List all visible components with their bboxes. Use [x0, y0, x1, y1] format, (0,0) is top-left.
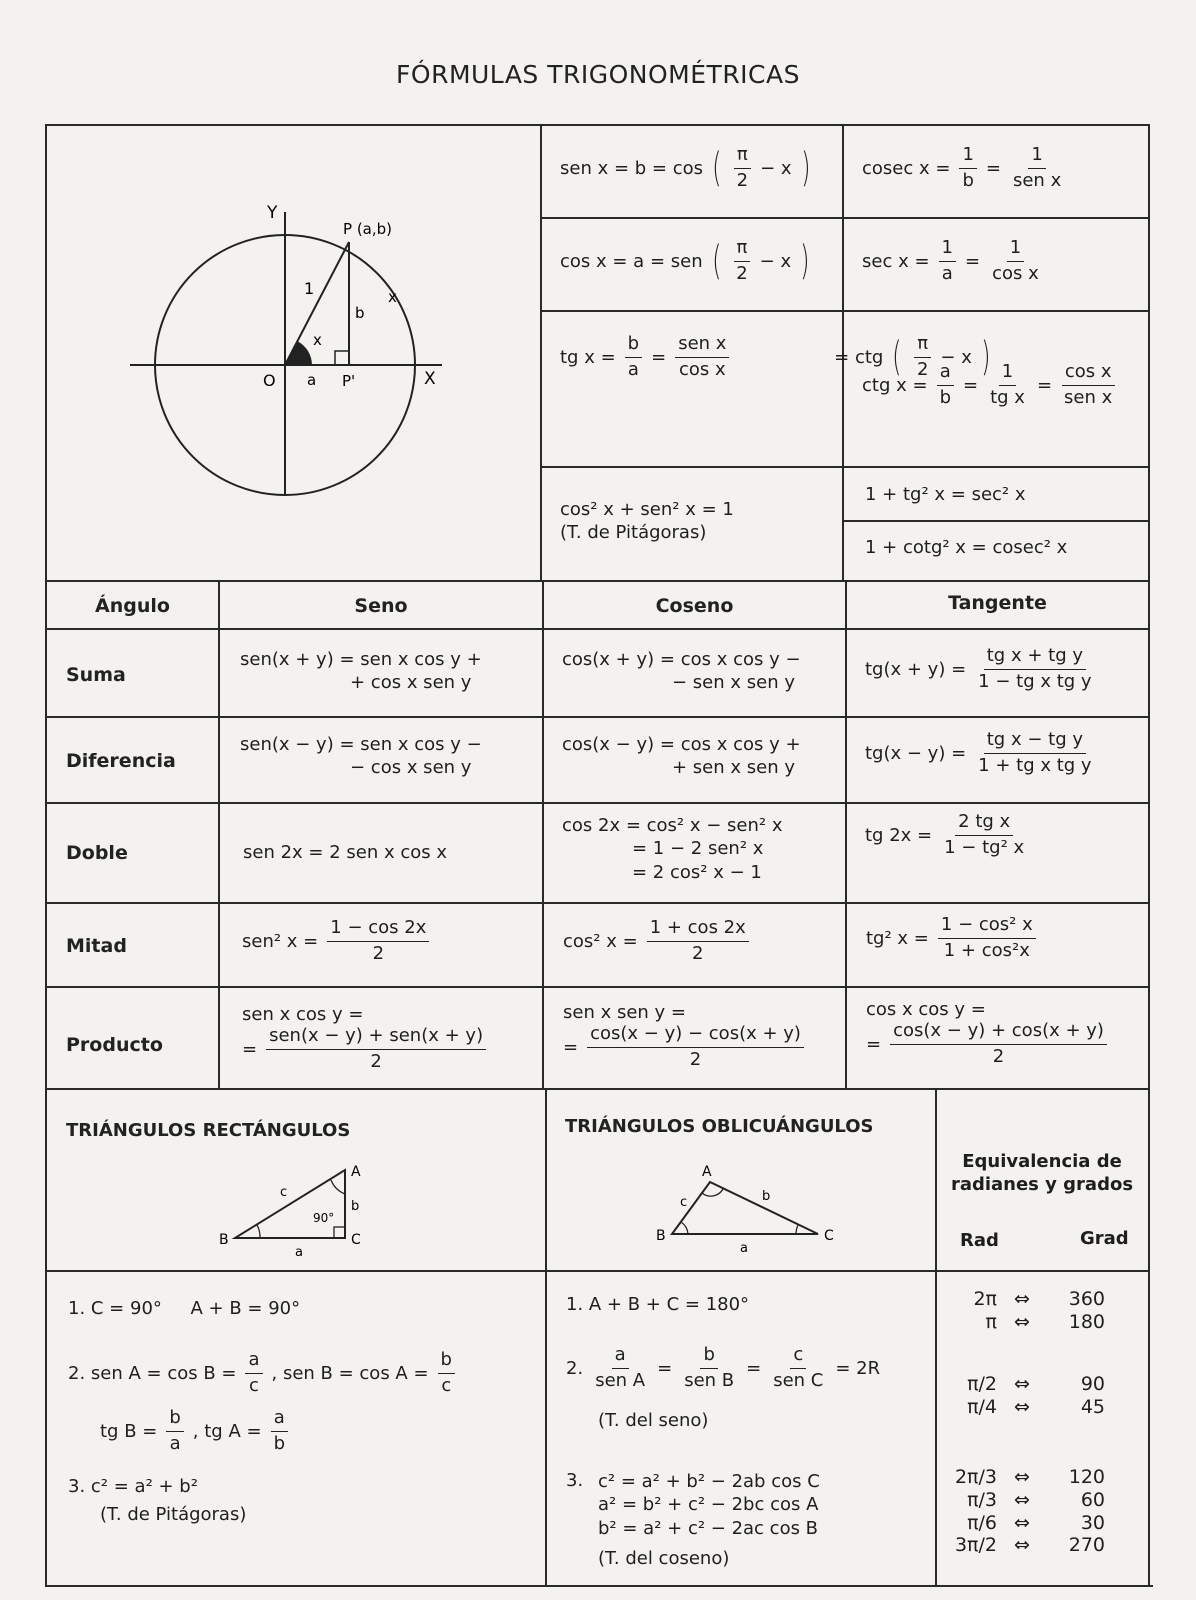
row-label-mitad: Mitad: [66, 935, 127, 957]
obl-label-a-vertex: A: [702, 1164, 712, 1180]
label-point-p: P (a,b): [343, 220, 392, 238]
formula-sen: sen x = b = cos ( $\frac{\pi}{2}$ − x ): [560, 144, 811, 192]
rect-label-c-side: c: [280, 1185, 288, 1200]
divider: [45, 802, 1149, 804]
equiv-group-2: [945, 1373, 1105, 1419]
header-seno: Seno: [354, 595, 408, 617]
divider: [542, 580, 544, 1088]
outer-border-right: [1148, 124, 1150, 1587]
equiv-group-1: [945, 1288, 1105, 1334]
obl-label-a-side: a: [740, 1241, 748, 1256]
obl-f2: 2. $\frac{a}{\text{sen A}}$ = $\frac{b}{\text{sen B}}$ = $\frac{c}{\text{sen C}}$ = 2R: [566, 1344, 881, 1391]
divider: [45, 986, 1149, 988]
mitad-coseno: cos² x = $\frac{1 + \cos 2x}{2}$: [563, 918, 752, 964]
equiv-col-rad: Rad: [960, 1230, 999, 1251]
divider: [45, 716, 1149, 718]
rect-label-right: 90°: [313, 1211, 335, 1225]
equiv-row: 3π/2 ⇔ 270: [954, 1534, 1105, 1557]
divider: [45, 902, 1149, 904]
equiv-row: 2π/3 ⇔ 120: [954, 1466, 1105, 1488]
rect-label-b-side: b: [351, 1199, 360, 1214]
divider: [545, 1088, 547, 1587]
divider: [540, 124, 542, 580]
angle-arc-a: [331, 1180, 345, 1194]
rect-label-b-vertex: B: [219, 1232, 229, 1248]
obl-title: TRIÁNGULOS OBLICUÁNGULOS: [565, 1116, 874, 1137]
suma-coseno: cos(x + y) = cos x cos y − − sen x sen y: [562, 649, 801, 694]
formula-cosec: cosec x = $\frac{1}{b}$ = $\frac{1}{\text{sen x}}$: [862, 144, 1062, 191]
page-title: FÓRMULAS TRIGONOMÉTRICAS: [396, 60, 800, 89]
formula-sec-identity: 1 + tg² x = sec² x: [865, 484, 1026, 505]
right-triangle: [235, 1170, 345, 1238]
suma-tangente: tg(x + y) = $\frac{\text{tg x + tg y}}{\text{1 − tg x tg y}}$: [865, 645, 1092, 692]
divider: [845, 580, 847, 1088]
mitad-tangente: tg² x = $\frac{\text{1 − cos² x}}{\text{1 + cos²x}}$: [866, 915, 1039, 961]
equiv-row: π/3 ⇔ 60: [967, 1488, 1105, 1511]
outer-border-left: [45, 124, 47, 1587]
right-angle-mark: [334, 1227, 345, 1238]
equiv-col-grad: Grad: [1080, 1228, 1129, 1249]
obl-f3: c² = a² + b² − 2ab cos C a² = b² + c² − 2bc cos A b² = a² + c² − 2ac cos B: [598, 1471, 820, 1539]
label-y: Y: [267, 203, 278, 223]
producto-tangente: cos x cos y = = $\frac{\cos(x - y) + \cos(x + y)}{2}$: [866, 998, 1110, 1068]
header-angulo: Ángulo: [95, 595, 170, 617]
angle-arc-b: [257, 1225, 260, 1238]
divider: [935, 1088, 937, 1587]
row-label-diferencia: Diferencia: [66, 750, 176, 772]
divider: [45, 580, 1149, 582]
obl-f3-num: 3.: [566, 1470, 584, 1491]
formula-cosec-identity: 1 + cotg² x = cosec² x: [865, 537, 1068, 558]
obl-f3-note: (T. del coseno): [598, 1548, 730, 1569]
equiv-row: π ⇔ 180: [985, 1310, 1105, 1333]
label-x-axis: X: [424, 369, 436, 389]
rect-title: TRIÁNGULOS RECTÁNGULOS: [66, 1120, 351, 1141]
rect-f2b: tg B = $\frac{b}{a}$ , tg A = $\frac{a}{b}$: [100, 1408, 291, 1454]
diferencia-tangente: tg(x − y) = $\frac{\text{tg x − tg y}}{\text{1 + tg x tg y}}$: [865, 729, 1092, 776]
diferencia-seno: sen(x − y) = sen x cos y − − cos x sen y: [240, 734, 482, 779]
rect-label-a-vertex: A: [351, 1164, 361, 1180]
header-tangente: Tangente: [948, 592, 1047, 614]
label-a: a: [307, 371, 317, 389]
doble-tangente: tg 2x = $\frac{\text{2 tg x}}{\text{1 − tg² x}}$: [865, 811, 1025, 858]
unit-circle-diagram: [120, 190, 460, 510]
obl-f1: 1. A + B + C = 180°: [566, 1294, 750, 1315]
right-angle-mark: [335, 351, 349, 365]
outer-border-top: [45, 124, 1149, 126]
suma-seno: sen(x + y) = sen x cos y + + cos x sen y: [240, 649, 482, 694]
row-label-suma: Suma: [66, 664, 126, 686]
formula-pitagoras: cos² x + sen² x = 1 (T. de Pitágoras): [560, 499, 734, 544]
equiv-row: π/4 ⇔ 45: [967, 1395, 1105, 1418]
rect-f2: 2. sen A = cos B = $\frac{a}{c}$ , sen B = cos A = $\frac{b}{c}$: [68, 1350, 458, 1396]
divider: [540, 466, 1148, 468]
outer-border-bottom: [45, 1585, 1153, 1587]
divider: [45, 628, 1149, 630]
formula-ctg: ctg x = $\frac{a}{b}$ = $\frac{1}{\text{tg x}}$ = $\frac{\text{cos x}}{\text{sen x}}$: [862, 362, 1118, 408]
label-origin: O: [263, 371, 276, 390]
oblique-triangle-diagram: [650, 1160, 840, 1260]
mitad-seno: sen² x = $\frac{1 - \cos 2x}{2}$: [242, 918, 432, 964]
header-coseno: Coseno: [655, 595, 734, 617]
rect-label-a-side: a: [295, 1245, 303, 1260]
obl-label-c-side: c: [680, 1195, 688, 1210]
diferencia-coseno: cos(x − y) = cos x cos y + + sen x sen y: [562, 734, 801, 779]
label-radius: 1: [304, 279, 315, 298]
producto-seno: sen x cos y = = $\frac{\text{sen(x − y) + sen(x + y)}}{2}$: [242, 1003, 489, 1073]
rect-f3-note: (T. de Pitágoras): [100, 1504, 247, 1525]
obl-label-c-vertex: C: [824, 1228, 834, 1244]
obl-label-b-vertex: B: [656, 1228, 666, 1244]
equiv-row: 2π ⇔ 360: [973, 1288, 1105, 1310]
right-triangle-diagram: [215, 1160, 375, 1260]
equiv-title: Equivalencia de radianes y grados: [950, 1151, 1134, 1196]
equiv-group-3: [945, 1466, 1105, 1557]
divider: [218, 580, 220, 1088]
label-b: b: [355, 304, 365, 322]
label-angle: x: [313, 331, 322, 349]
divider: [540, 217, 1148, 219]
equiv-row: π/2 ⇔ 90: [967, 1373, 1105, 1395]
divider: [842, 520, 1148, 522]
rect-f3: 3. c² = a² + b²: [68, 1476, 198, 1497]
doble-seno: sen 2x = 2 sen x cos x: [243, 842, 448, 863]
formula-tg: tg x = $\frac{b}{a}$ = $\frac{\text{sen x}}{\text{cos x}}$ = ctg ( $\frac{\pi}{2}$ − x ): [560, 333, 991, 381]
row-label-doble: Doble: [66, 842, 128, 864]
angle-arc-b: [681, 1222, 688, 1234]
rect-f1: 1. C = 90° A + B = 90°: [68, 1298, 301, 1319]
formula-cos: cos x = a = sen ( $\frac{\pi}{2}$ − x ): [560, 237, 810, 285]
equiv-row: π/6 ⇔ 30: [967, 1511, 1105, 1534]
angle-wedge: [285, 341, 312, 365]
obl-f2-note: (T. del seno): [598, 1410, 709, 1431]
row-label-producto: Producto: [66, 1034, 163, 1056]
label-arc: x: [388, 288, 397, 306]
doble-coseno: cos 2x = cos² x − sen² x = 1 − 2 sen² x = 2 cos² x − 1: [562, 815, 783, 883]
obl-label-b-side: b: [762, 1189, 771, 1204]
divider: [45, 1270, 1149, 1272]
angle-arc-c: [796, 1225, 798, 1234]
formula-sec: sec x = $\frac{1}{a}$ = $\frac{1}{\text{cos x}}$: [862, 237, 1039, 284]
oblique-triangle: [672, 1182, 818, 1234]
label-foot: P': [342, 372, 356, 390]
divider: [540, 310, 1148, 312]
divider: [45, 1088, 1149, 1090]
producto-coseno: sen x sen y = = $\frac{\cos(x - y) - \cos(x + y)}{2}$: [563, 1001, 807, 1071]
rect-label-c-vertex: C: [351, 1232, 361, 1248]
